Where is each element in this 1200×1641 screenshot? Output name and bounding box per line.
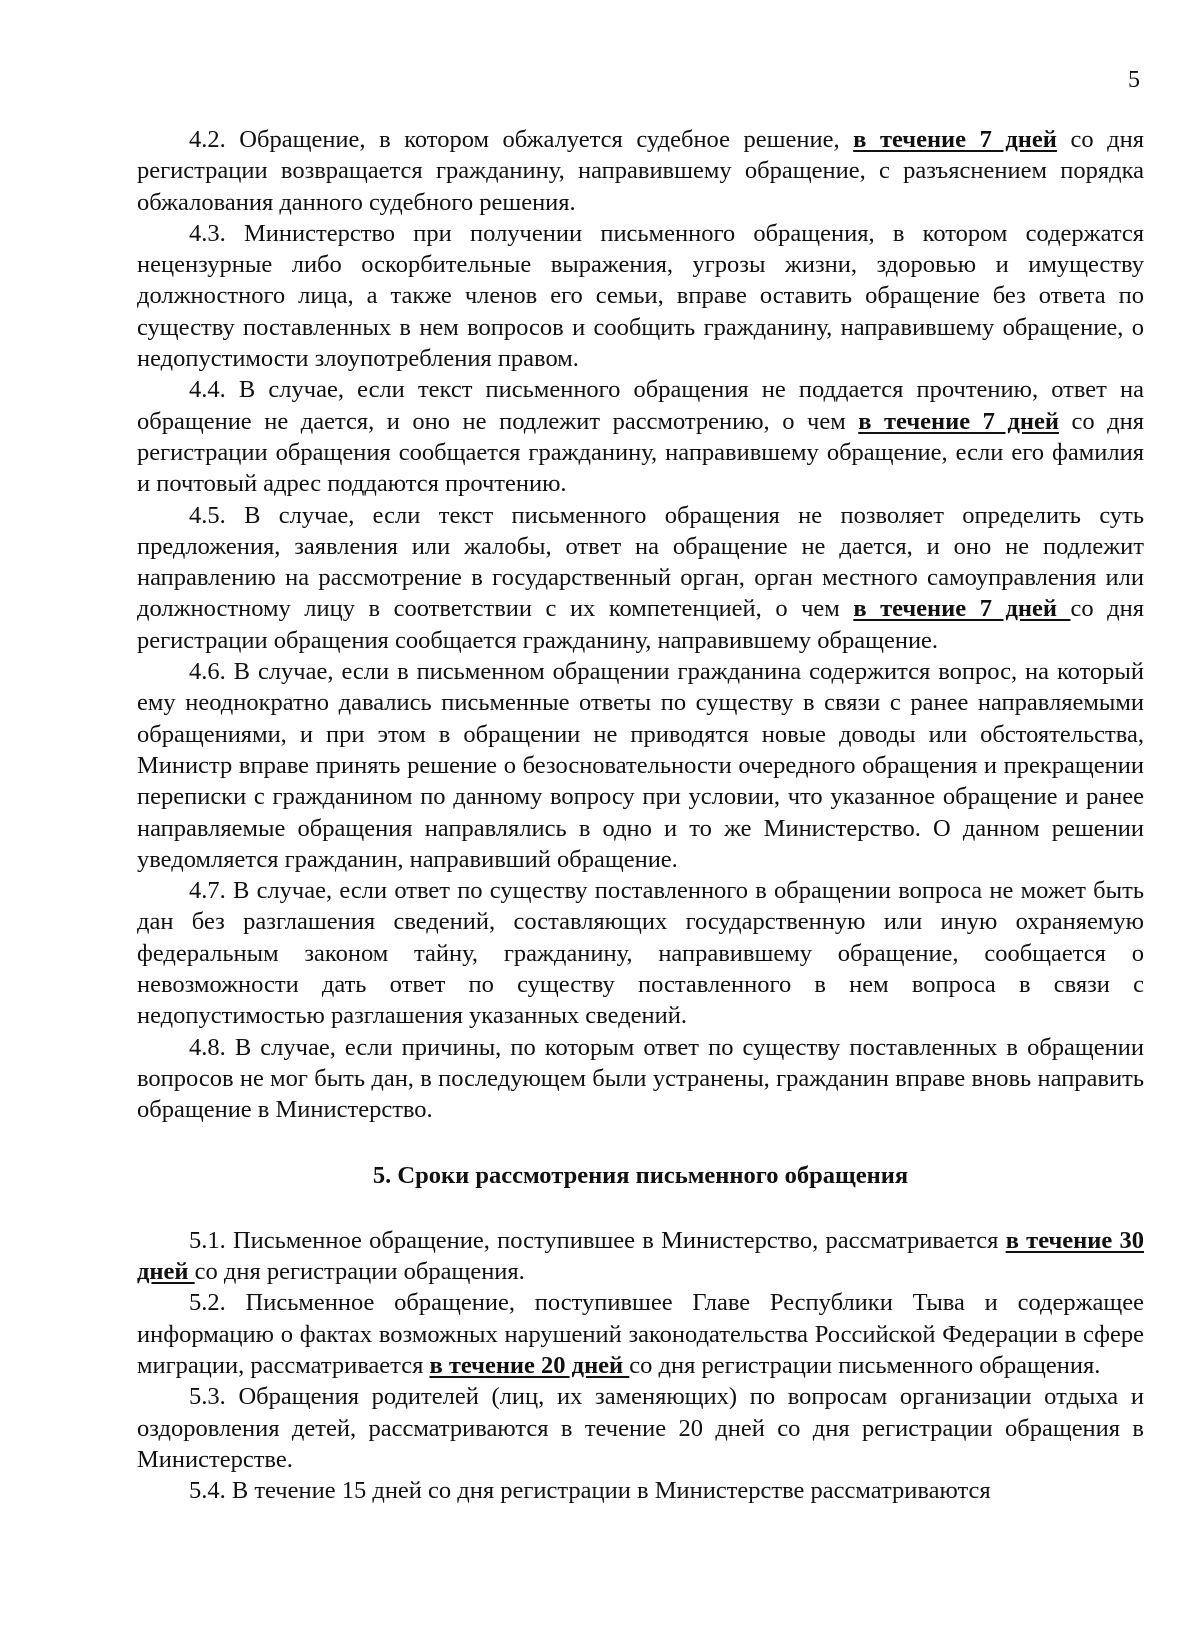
emphasized-deadline [858, 408, 1059, 435]
paragraph [137, 1475, 1144, 1506]
paragraph-text: 4.4. В случае, если текст письменного обращения не поддается прочтению, ответ на обращение не дается, и оно не подлежит рассмотрению, о чем [137, 376, 1144, 435]
paragraph-text: 5.1. Письменное обращение, поступившее в Министерство, рассматривается [189, 1226, 1006, 1254]
page-number: 5 [1128, 67, 1140, 93]
paragraph [137, 218, 1144, 374]
paragraph [137, 875, 1144, 1031]
paragraph [137, 1225, 1144, 1288]
paragraph [137, 374, 1144, 499]
paragraph-text: 5.4. В течение 15 дней со дня регистрации в Министерстве рассматриваются [189, 1477, 991, 1505]
section-heading [137, 1160, 1144, 1191]
underlined-text: в течение 7 дней [853, 595, 1071, 623]
paragraph-text: 4.2. Обращение, в котором обжалуется судебное решение, [189, 126, 854, 153]
paragraph [137, 1032, 1144, 1126]
paragraph-text: 5. Сроки рассмотрения письменного обращения [372, 1161, 909, 1189]
paragraph-text: со дня регистрации обращения сообщается гражданину, направившему обращение, если его фамилия и почтовый адрес поддаются прочтению. [137, 407, 1144, 498]
paragraph-text: 4.5. В случае, если текст письменного обращения не позволяет определить суть предложения, заявления или жалобы, ответ на обращение не дается, и оно не подлежит направлению на рассмотрение в государственный орган, орган местного самоуправления или должностному лицу в соответствии с их компетенцией, о чем [137, 501, 1144, 623]
paragraph-text: со дня регистрации возвращается гражданину, направившему обращение, с разъяснением порядка обжалования данного судебного решения. [137, 126, 1144, 216]
paragraph-text: 5.2. Письменное обращение, поступившее Главе Республики Тыва и содержащее информацию о фактах возможных нарушений законодательства Российской Федерации в сфере миграции, рассматривается [137, 1289, 1144, 1379]
paragraph [137, 124, 1144, 218]
paragraph-text: 4.3. Министерство при получении письменного обращения, в котором содержатся нецензурные либо оскорбительные выражения, угрозы жизни, здоровью и имуществу должностного лица, а также членов его семьи, вправе оставить обращение без ответа по существу поставленных в нем вопросов и сообщить гражданину, направившему обращение, о недопустимости злоупотребления правом. [137, 219, 1144, 373]
underlined-text: в течение 20 дней [429, 1351, 630, 1379]
paragraph-text: со дня регистрации письменного обращения. [629, 1351, 1101, 1379]
paragraph [137, 1287, 1144, 1381]
emphasized-deadline [853, 595, 1070, 622]
paragraph-text: со дня регистрации обращения сообщается гражданину, направившему обращение. [137, 595, 1144, 654]
paragraph [137, 1381, 1144, 1475]
paragraph-text: 4.6. В случае, если в письменном обращении гражданина содержится вопрос, на который ему неоднократно давались письменные ответы по существу в связи с ранее направляемыми обращениями, и при этом в обращении не приводятся новые доводы или обстоятельства, Министр вправе принять решение о безосновательности очередного обращения и прекращении переписки с гражданином по данному вопросу при условии, что указанное обращение и ранее направляемые обращения направлялись в одно и то же Министерство. О данном решении уведомляется гражданин, направивший обращение. [137, 658, 1144, 873]
underlined-text: в течение 7 дней [858, 407, 1059, 435]
underlined-text: в течение 7 дней [853, 126, 1057, 153]
document-body [137, 124, 1144, 1506]
paragraph [137, 656, 1144, 875]
emphasized-deadline [853, 126, 1057, 153]
emphasized-deadline [429, 1352, 629, 1379]
paragraph-text: 4.7. В случае, если ответ по существу поставленного в обращении вопроса не может быть дан без разглашения сведений, составляющих государственную или иную охраняемую федеральным законом тайну, гражданину, направившему обращение, сообщается о невозможности дать ответ по существу поставленного в нем вопроса в связи с недопустимостью разглашения указанных сведений. [137, 877, 1144, 1030]
paragraph-text: 4.8. В случае, если причины, по которым ответ по существу поставленных в обращении вопросов не мог быть дан, в последующем были устранены, гражданин вправе вновь направить обращение в Министерство. [137, 1033, 1144, 1124]
underlined-text: в течение 30 дней [137, 1226, 1144, 1286]
paragraph-text: 5.3. Обращения родителей (лиц, их заменяющих) по вопросам организации отдыха и оздоровления детей, рассматриваются в течение 20 дней со дня регистрации обращения в Министерстве. [137, 1383, 1144, 1473]
paragraph [137, 500, 1144, 656]
paragraph-text: со дня регистрации обращения. [194, 1258, 525, 1286]
